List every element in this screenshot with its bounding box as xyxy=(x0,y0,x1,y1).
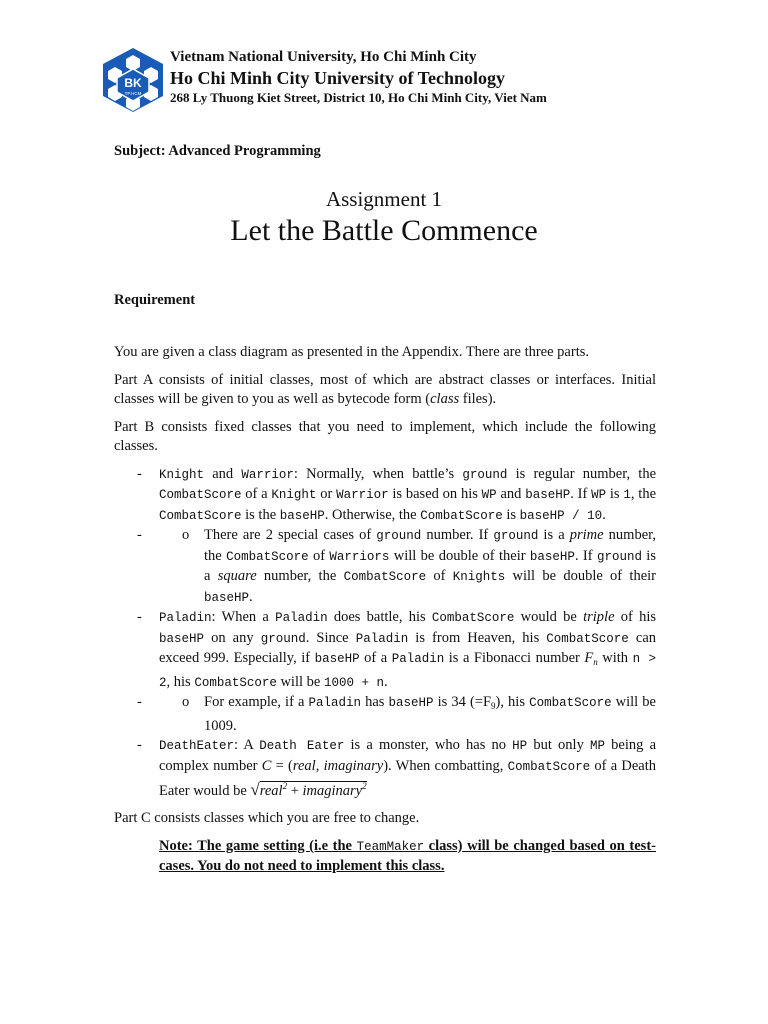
code: n > 2 xyxy=(159,652,656,690)
text: or xyxy=(316,486,337,502)
code: CombatScore xyxy=(529,696,612,710)
emphasis: real xyxy=(292,757,316,774)
code: baseHP xyxy=(525,488,571,502)
code: Knights xyxy=(452,570,506,584)
page-title: Let the Battle Commence xyxy=(230,214,538,247)
text: will be double of their xyxy=(389,547,530,564)
code: baseHP xyxy=(279,508,325,523)
list-item-knight-warrior xyxy=(114,465,656,527)
text: of xyxy=(308,547,330,564)
text: of xyxy=(426,568,453,584)
code: Paladin xyxy=(355,631,409,646)
text: . Since xyxy=(305,629,356,646)
emphasis: prime xyxy=(569,527,604,543)
sub-bullet: - o xyxy=(182,527,190,543)
exponent: 2 xyxy=(362,781,367,791)
sub-bullet: - o xyxy=(182,694,190,710)
code: baseHP xyxy=(159,631,205,646)
text: is a Fibonacci number xyxy=(444,650,585,666)
math-var: imaginary xyxy=(302,782,363,799)
header-line-2: Ho Chi Minh City University of Technology xyxy=(170,68,506,88)
code: CombatScore xyxy=(194,675,277,690)
text: , the xyxy=(630,486,657,502)
text: would be xyxy=(514,609,584,625)
text: = ( xyxy=(271,757,293,774)
text: . xyxy=(249,588,253,605)
text: , his xyxy=(166,673,195,690)
text: is a xyxy=(204,547,656,584)
text: is the xyxy=(241,506,280,523)
text: is a xyxy=(538,527,570,543)
text: and xyxy=(204,465,242,482)
code: baseHP xyxy=(529,549,575,564)
text: class) will be changed based on test-cases. You do not need to implement this class. xyxy=(159,837,656,875)
text: is a monster, who has no xyxy=(344,737,513,753)
code: DeathEater xyxy=(159,739,235,753)
text: : Normally, when battle’s xyxy=(293,465,463,482)
text: is regular number, the xyxy=(507,465,657,482)
code: Paladin xyxy=(391,652,445,666)
text: files). xyxy=(459,391,497,407)
code: Paladin xyxy=(275,611,328,625)
list-item-paladin xyxy=(114,608,656,693)
code: ground xyxy=(596,549,642,564)
text: , xyxy=(315,757,324,774)
code: ground xyxy=(493,529,539,543)
text: number. If xyxy=(421,527,494,543)
text: number, the xyxy=(204,527,657,564)
text: is 34 (=F xyxy=(433,694,492,710)
assignment-number: Assignment 1 xyxy=(325,187,443,211)
text: There are 2 special cases of xyxy=(204,527,377,543)
text: will be double of their xyxy=(505,568,656,584)
text: of a xyxy=(241,486,272,502)
text: of his xyxy=(614,609,657,625)
math-var: F xyxy=(584,650,594,666)
text: is from Heaven, his xyxy=(408,629,547,646)
list-item-death-eater xyxy=(114,736,656,801)
text: : A xyxy=(234,737,260,753)
text: : When a xyxy=(211,609,276,625)
university-logo xyxy=(100,47,166,113)
code: baseHP xyxy=(314,652,360,666)
code: CombatScore xyxy=(226,549,309,564)
code: baseHP xyxy=(388,696,434,710)
emphasis: triple xyxy=(583,609,615,625)
code: WP xyxy=(481,488,497,502)
subject-line: Subject: Advanced Programming xyxy=(114,143,321,159)
exponent: 2 xyxy=(282,781,288,791)
code: Knight xyxy=(271,488,317,502)
emphasis: class xyxy=(430,391,460,407)
code: CombatScore xyxy=(159,508,242,523)
text: of a Death Eater would be xyxy=(159,757,656,799)
text: is based on his xyxy=(388,486,482,502)
code: CombatScore xyxy=(546,631,629,646)
text: . xyxy=(602,506,606,523)
code: baseHP / 10 xyxy=(519,508,603,523)
code: baseHP xyxy=(204,590,250,605)
emphasis: square xyxy=(217,568,257,584)
text: Part A consists of initial classes, most of which are abstract classes or interfaces. Initial classes will be given to you as well as bytecode form ( xyxy=(114,371,656,407)
sub-item-special-cases xyxy=(114,526,656,608)
text: is xyxy=(606,486,624,502)
code: CombatScore xyxy=(159,488,242,502)
document-body xyxy=(114,343,656,885)
code: Warrior xyxy=(241,467,294,482)
math-subscript: 9 xyxy=(491,701,496,711)
text: . If xyxy=(570,486,592,502)
code: ground xyxy=(462,467,508,482)
code: Knight xyxy=(159,467,205,482)
code: Paladin xyxy=(159,611,212,625)
math-op: + xyxy=(287,782,303,799)
math-var: C xyxy=(261,757,272,774)
header-line-1: Vietnam National University, Ho Chi Minh City xyxy=(170,49,477,65)
note-paragraph xyxy=(114,837,656,877)
code: CombatScore xyxy=(420,508,503,523)
code: WP xyxy=(591,488,607,502)
text: ), his xyxy=(495,694,530,710)
radical-sign: √ xyxy=(250,779,260,799)
code: HP xyxy=(512,739,528,753)
text: and xyxy=(496,486,526,502)
code: Death Eater xyxy=(259,739,345,753)
code: CombatScore xyxy=(343,570,427,584)
requirement-heading: Requirement xyxy=(114,292,196,308)
math-var: real xyxy=(259,782,283,799)
sub-item-paladin-example xyxy=(114,693,656,736)
text: on any xyxy=(204,629,261,646)
radicand xyxy=(260,781,367,799)
part-a-paragraph xyxy=(114,371,656,410)
code: Warrior xyxy=(336,488,389,502)
text: will be 1009. xyxy=(204,694,656,734)
text: being a complex number xyxy=(159,737,657,774)
text: . If xyxy=(574,547,597,564)
code: 1 xyxy=(623,488,631,502)
code: 1000 + n xyxy=(323,675,384,690)
text: does battle, his xyxy=(327,609,432,625)
code: ground xyxy=(376,529,422,543)
code: Paladin xyxy=(308,696,362,710)
text: For example, if a xyxy=(204,694,309,710)
text: Note: The game setting (i.e the xyxy=(159,837,357,854)
text: with xyxy=(597,650,633,666)
math-subscript: n xyxy=(593,657,598,667)
code: CombatScore xyxy=(507,759,591,774)
text: is xyxy=(502,506,520,523)
text: . xyxy=(383,673,388,690)
class-list xyxy=(114,465,656,802)
code: MP xyxy=(590,739,606,753)
code: ground xyxy=(260,631,306,646)
sqrt-formula xyxy=(250,779,367,799)
text: number, the xyxy=(256,568,344,584)
text: but only xyxy=(527,737,590,753)
code: TeamMaker xyxy=(356,839,425,854)
header-line-3: 268 Ly Thuong Kiet Street, District 10, Ho Chi Minh City, Viet Nam xyxy=(170,90,547,105)
logo-subtext: TP.HCM xyxy=(124,91,142,96)
text: can exceed 999. Especially, if xyxy=(159,629,657,666)
intro-paragraph: You are given a class diagram as presented in the Appendix. There are three parts. xyxy=(114,344,589,360)
emphasis: imaginary xyxy=(323,757,384,774)
part-b-paragraph: Part B consists fixed classes that you need to implement, which include the following classes. xyxy=(114,418,656,454)
text: will be xyxy=(276,673,324,690)
text: of a xyxy=(359,650,392,666)
code: Warriors xyxy=(329,549,390,564)
part-c-paragraph: Part C consists classes which you are free to change. xyxy=(114,810,420,827)
text: has xyxy=(361,694,389,710)
text: ). When combatting, xyxy=(383,757,508,774)
code: CombatScore xyxy=(431,611,515,625)
text: . Otherwise, the xyxy=(324,506,421,523)
logo-text: BK xyxy=(124,76,142,90)
